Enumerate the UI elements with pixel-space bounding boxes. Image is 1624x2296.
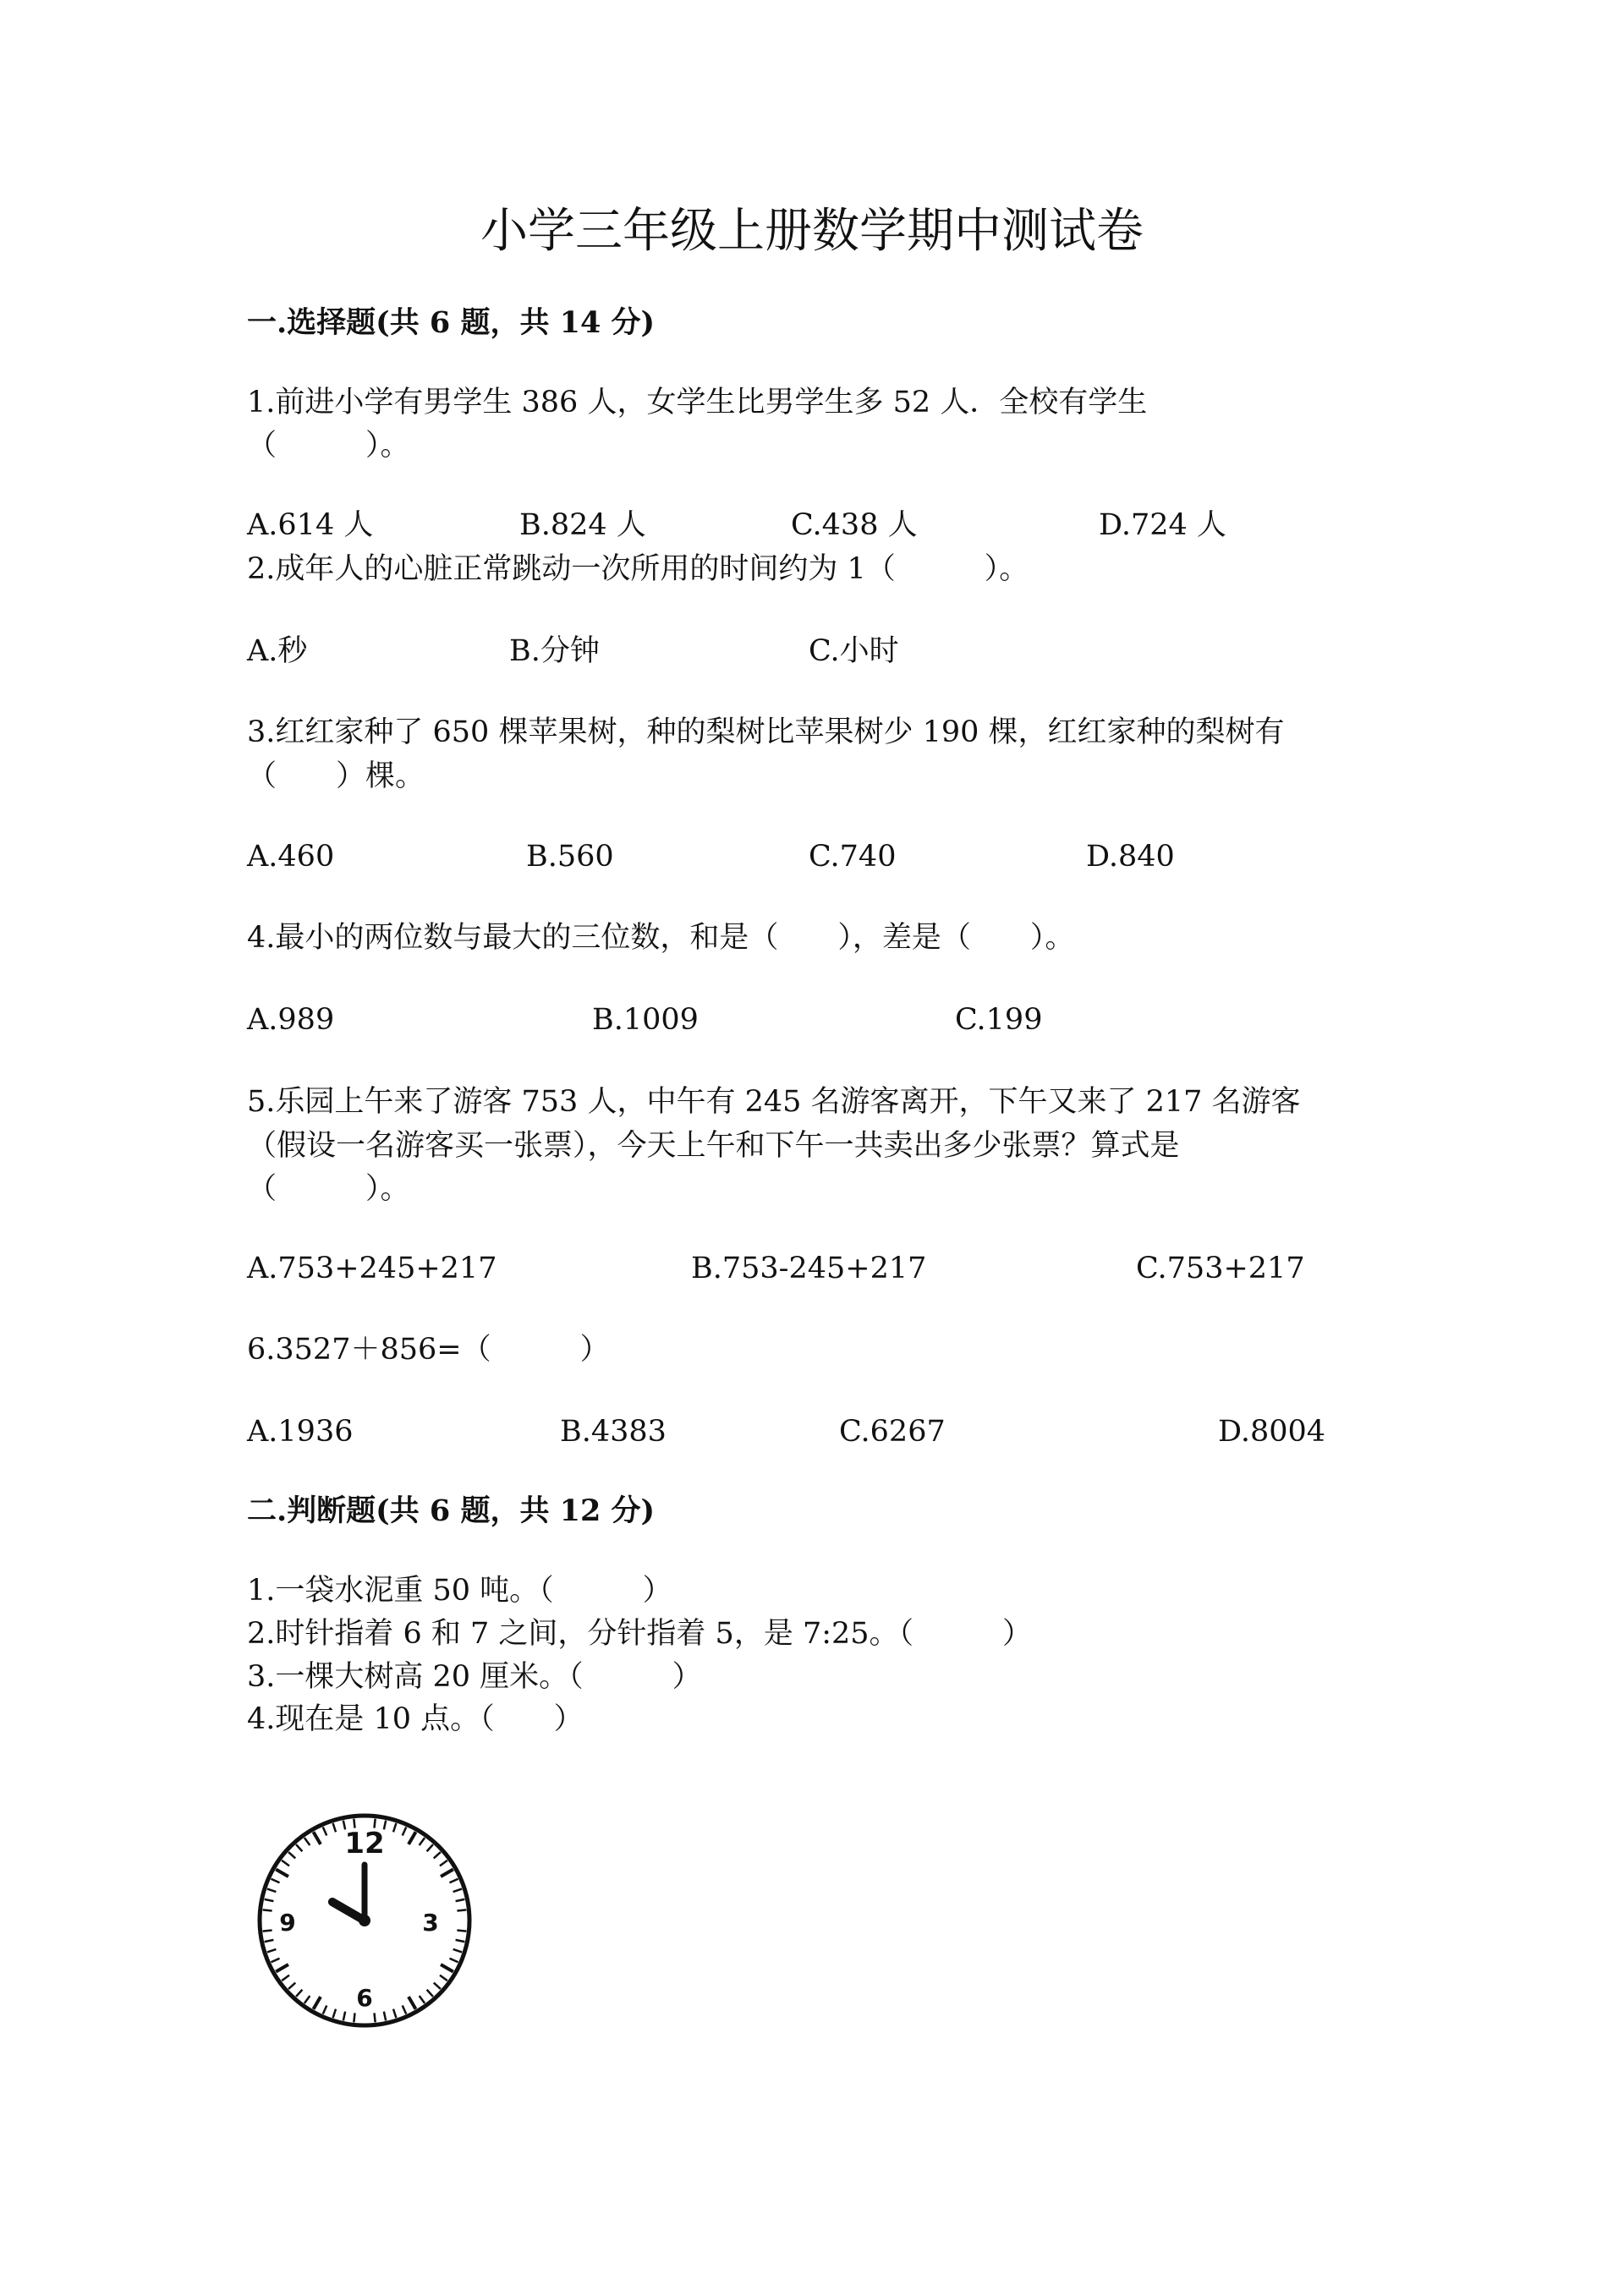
- question-2-option-c: C.小时: [809, 634, 899, 668]
- clock-illustration: [254, 1810, 475, 2031]
- clock-numeral-12: 12: [344, 1827, 385, 1860]
- question-3-line-1: 3.红红家种了 650 棵苹果树，种的梨树比苹果树少 190 棵，红红家种的梨树有: [247, 715, 1285, 749]
- question-5-option-c: C.753+217: [1136, 1252, 1305, 1285]
- question-5-option-a: A.753+245+217: [247, 1252, 497, 1285]
- clock-tick: [457, 1930, 466, 1931]
- question-2-option-b: B.分钟: [509, 634, 600, 668]
- question-4-option-c: C.199: [955, 1003, 1043, 1037]
- question-6-line-1: 6.3527＋856=（ ）: [247, 1333, 610, 1367]
- clock-tick: [263, 1930, 272, 1931]
- judgement-item-1: 1.一袋水泥重 50 吨。（ ）: [247, 1574, 672, 1608]
- question-1-option-c: C.438 人: [791, 508, 918, 542]
- question-1-option-d: D.724 人: [1099, 508, 1226, 542]
- clock-tick: [374, 2013, 375, 2022]
- question-6-option-a: A.1936: [247, 1415, 354, 1449]
- question-2-option-a: A.秒: [247, 634, 308, 668]
- judgement-item-2: 2.时针指着 6 和 7 之间，分针指着 5，是 7:25。（ ）: [247, 1617, 1033, 1651]
- section-heading-judgement: 二.判断题(共 6 题，共 12 分): [247, 1493, 656, 1528]
- question-6-option-b: B.4383: [560, 1415, 667, 1449]
- question-1-line-1: 1.前进小学有男学生 386 人，女学生比男学生多 52 人．全校有学生: [247, 386, 1148, 419]
- clock-numeral-6: 6: [356, 1984, 373, 2012]
- clock-center-pin: [359, 1915, 370, 1926]
- question-3-option-b: B.560: [526, 840, 614, 874]
- question-3-line-2: （ ）棵。: [247, 759, 425, 793]
- question-5-line-2: （假设一名游客买一张票），今天上午和下午一共卖出多少张票？算式是: [247, 1129, 1180, 1163]
- page-title: 小学三年级上册数学期中测试卷: [480, 204, 1144, 259]
- question-6-option-c: C.6267: [839, 1415, 946, 1449]
- clock-numeral-3: 3: [422, 1909, 439, 1937]
- question-3-option-c: C.740: [809, 840, 897, 874]
- question-5-line-3: （ ）。: [247, 1172, 410, 1206]
- section-heading-choice: 一.选择题(共 6 题，共 14 分): [247, 305, 656, 340]
- question-4-line-1: 4.最小的两位数与最大的三位数，和是（ ），差是（ ）。: [247, 921, 1075, 955]
- judgement-item-4: 4.现在是 10 点。（ ）: [247, 1702, 584, 1736]
- question-1-line-2: （ ）。: [247, 429, 410, 463]
- question-2-line-1: 2.成年人的心脏正常跳动一次所用的时间约为 1（ ）。: [247, 552, 1029, 586]
- question-6-option-d: D.8004: [1218, 1415, 1326, 1449]
- question-3-option-d: D.840: [1086, 840, 1175, 874]
- question-1-option-b: B.824 人: [519, 508, 646, 542]
- question-4-option-a: A.989: [247, 1003, 335, 1037]
- question-1-option-a: A.614 人: [247, 508, 374, 542]
- judgement-item-3: 3.一棵大树高 20 厘米。（ ）: [247, 1660, 702, 1694]
- question-5-option-b: B.753-245+217: [691, 1252, 927, 1285]
- question-3-option-a: A.460: [247, 840, 335, 874]
- clock-numeral-9: 9: [279, 1909, 296, 1937]
- question-4-option-b: B.1009: [592, 1003, 699, 1037]
- question-5-line-1: 5.乐园上午来了游客 753 人，中午有 245 名游客离开，下午又来了 217 名游客: [247, 1085, 1301, 1119]
